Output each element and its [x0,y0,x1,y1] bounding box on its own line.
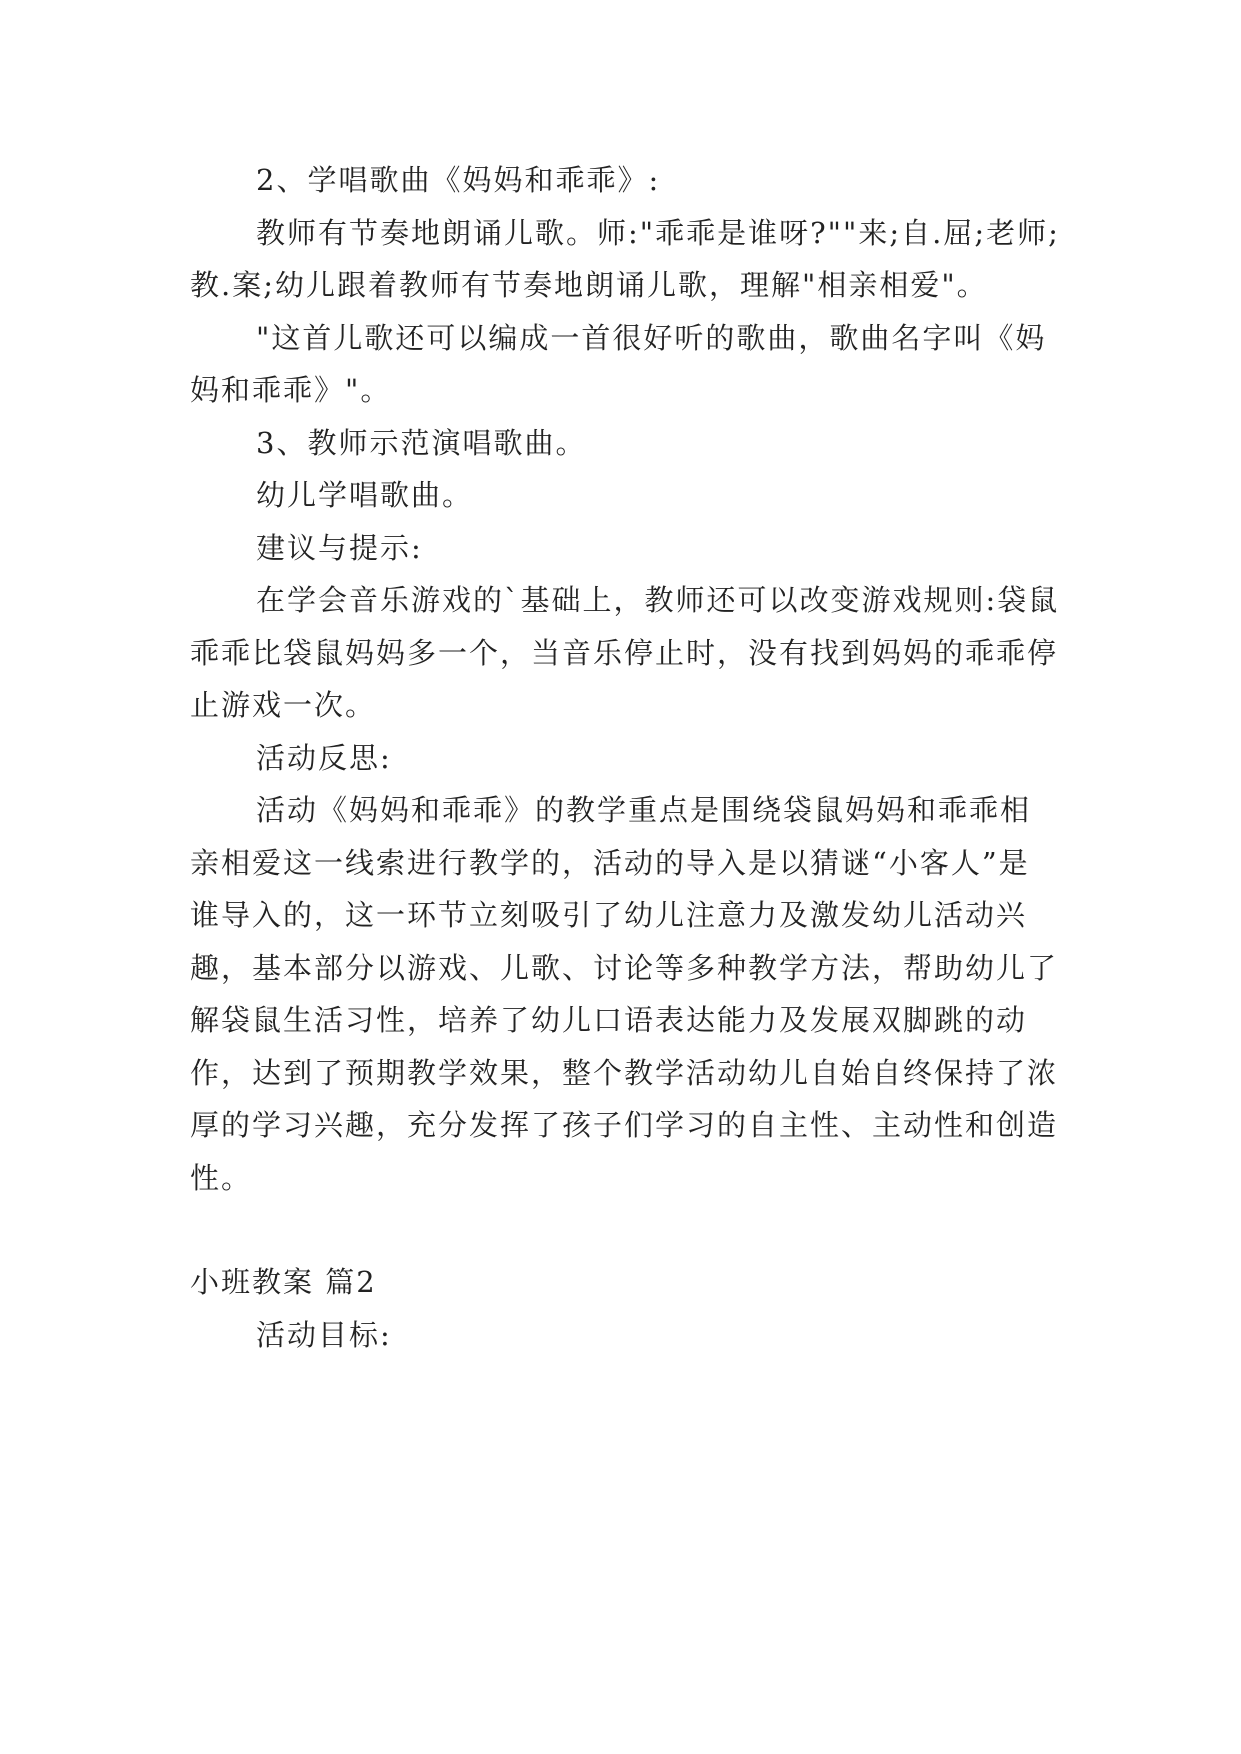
paragraph-teacher-recite: 教师有节奏地朗诵儿歌。师:"乖乖是谁呀?""来;自.屈;老师;教.案;幼儿跟着教师有节奏地朗诵儿歌，理解"相亲相爱"。 [190,215,1060,302]
document-body [190,154,1060,1361]
paragraph-song-step: 2、学唱歌曲《妈妈和乖乖》: [256,163,661,197]
paragraph-goals-title: 活动目标: [256,1317,392,1352]
paragraph-reflection-title: 活动反思: [256,740,392,775]
section-gap [190,1204,1060,1256]
paragraph-song-intro: "这首儿歌还可以编成一首很好听的歌曲，歌曲名字叫《妈妈和乖乖》"。 [190,320,1047,407]
paragraph-reflection-body: 活动《妈妈和乖乖》的教学重点是围绕袋鼠妈妈和乖乖相亲相爱这一线索进行教学的，活动的导入是以猜谜“小客人”是谁导入的，这一环节立刻吸引了幼儿注意力及激发幼儿活动兴趣，基本部分以游戏、儿歌、讨论等多种教学方法，帮助幼儿了解袋鼠生活习性，培养了幼儿口语表达能力及发展双脚跳的动作，达到了预期教学效果，整个教学活动幼儿自始自终保持了浓厚的学习兴趣，充分发挥了孩子们学习的自主性、主动性和创造性。 [190,793,1059,1195]
paragraph-children-sing: 幼儿学唱歌曲。 [256,478,474,512]
paragraph-demo-step: 3、教师示范演唱歌曲。 [256,425,587,460]
paragraph-suggestion-body: 在学会音乐游戏的`基础上，教师还可以改变游戏规则:袋鼠乖乖比袋鼠妈妈多一个，当音乐停止时，没有找到妈妈的乖乖停止游戏一次。 [190,583,1060,722]
section-heading: 小班教案 篇2 [190,1265,377,1299]
paragraph-suggestion-title: 建议与提示: [256,530,423,565]
